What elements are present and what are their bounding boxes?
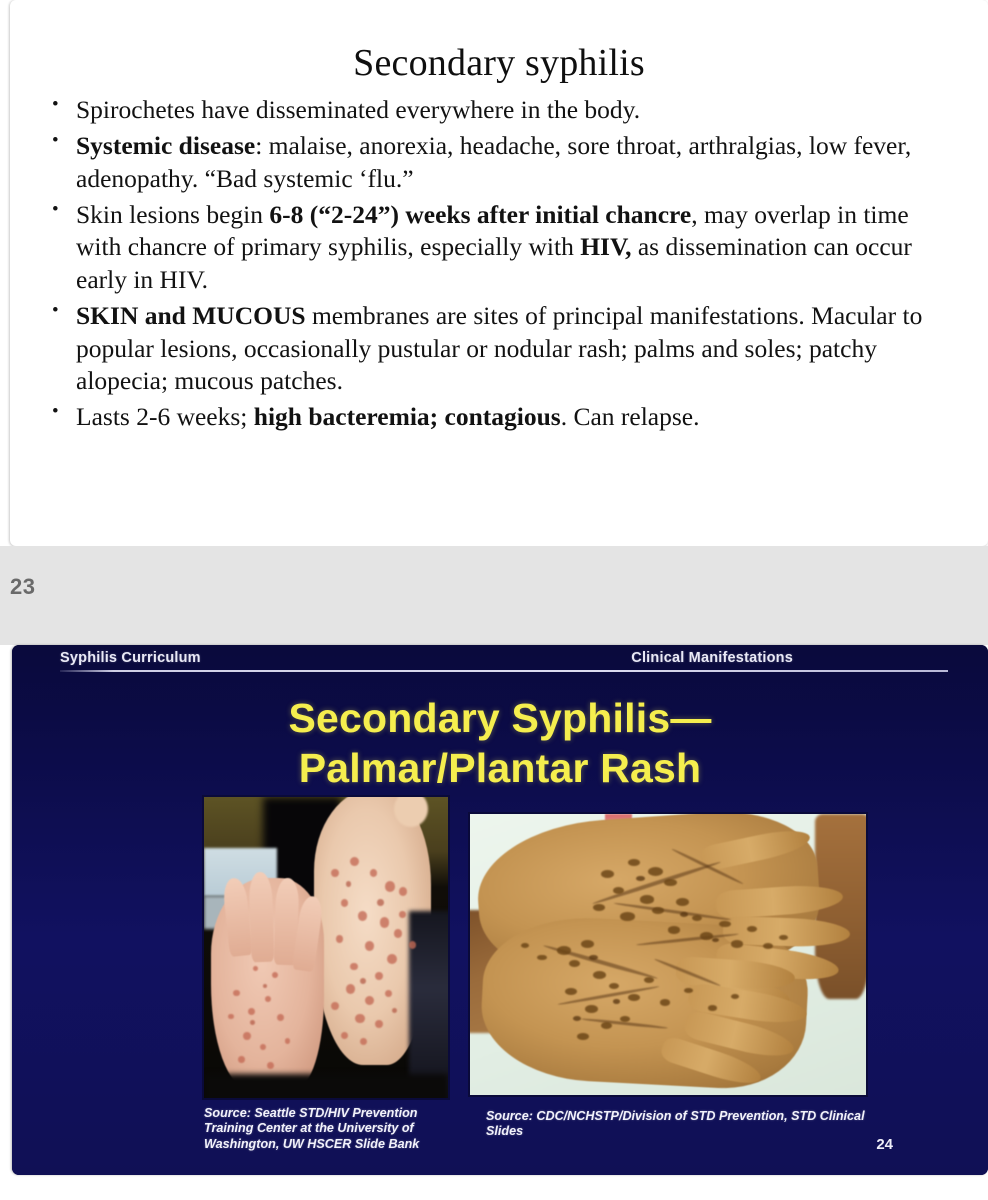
macule <box>358 911 367 920</box>
list-item: • SKIN and MUCOUS membranes are sites of principal manifestations. Macular to popular lesions, occasionally pustular or nodular rash; palms and soles; patchy alopecia; mucous patches. <box>44 300 944 397</box>
macule <box>747 926 757 932</box>
slide-header-right-label: Clinical Manifestations <box>631 650 793 666</box>
macule <box>644 977 654 983</box>
macule <box>569 960 580 967</box>
macule <box>377 899 383 906</box>
macule <box>375 1020 383 1028</box>
macule <box>640 895 653 903</box>
macule <box>355 1014 364 1024</box>
text-slide-card <box>10 0 988 546</box>
photo-dark-bottom <box>204 1074 448 1100</box>
macule <box>370 869 377 877</box>
macule <box>263 984 267 989</box>
macule <box>399 911 405 918</box>
macule <box>365 941 374 950</box>
macule <box>573 1016 581 1021</box>
photo-source-caption: Source: CDC/NCHSTP/Division of STD Prevention, STD Clinical Slides <box>486 1109 865 1139</box>
macule <box>585 1005 598 1013</box>
macule <box>394 929 402 937</box>
macule <box>360 978 366 984</box>
photo-block-left <box>202 795 450 1152</box>
macule <box>360 1038 367 1045</box>
macule <box>731 994 739 999</box>
macule <box>668 926 680 933</box>
macule <box>620 912 634 921</box>
macule <box>233 990 239 997</box>
macule <box>664 879 677 887</box>
macule <box>557 946 571 955</box>
photo-dark-edge <box>409 911 450 1100</box>
macule <box>350 963 357 971</box>
macule <box>341 899 348 907</box>
photo-palm-sole-rash <box>202 795 450 1100</box>
macule <box>712 938 719 942</box>
photo-source-caption: Source: Seattle STD/HIV Prevention Training Center at the University of Washington, UW HSCER Slide Bank <box>204 1106 420 1151</box>
macule <box>346 984 356 994</box>
slide-separator-band <box>0 546 988 645</box>
slide-title <box>12 693 988 793</box>
macule <box>636 876 645 881</box>
macule <box>613 887 624 894</box>
list-item: • Lasts 2-6 weeks; high bacteremia; contagious. Can relapse. <box>44 401 944 433</box>
photo-block-right <box>468 812 868 1140</box>
macule <box>365 996 374 1005</box>
slide-title-line-1: Secondary Syphilis— <box>288 695 712 741</box>
macule <box>537 955 547 961</box>
photo-slide-background <box>12 645 988 1175</box>
macule <box>652 907 664 914</box>
list-item: • Systemic disease: malaise, anorexia, headache, sore throat, arthralgias, low fever, adenopathy. “Bad systemic ‘flu.” <box>44 130 944 195</box>
header-divider <box>60 670 948 672</box>
macule <box>385 990 392 998</box>
macule <box>593 904 605 911</box>
macule <box>265 996 271 1002</box>
macule <box>620 1016 630 1022</box>
macule <box>601 1022 612 1029</box>
macule <box>581 940 594 948</box>
macule <box>731 940 743 947</box>
macule <box>589 955 598 960</box>
list-item: • Spirochetes have disseminated everywhere in the body. <box>44 94 944 126</box>
macule <box>380 917 390 927</box>
slide-header <box>60 650 948 680</box>
macule <box>609 983 619 989</box>
macule <box>272 972 278 978</box>
slide-header-left-label: Syphilis Curriculum <box>60 650 201 666</box>
slide-title-line-2: Palmar/Plantar Rash <box>298 745 702 792</box>
macule <box>779 935 788 940</box>
slide-number: 24 <box>876 1136 893 1153</box>
page-title: Secondary syphilis <box>353 42 645 84</box>
macule <box>331 869 339 877</box>
macule <box>243 1032 251 1040</box>
macule <box>385 881 395 892</box>
bullet-list <box>10 94 988 434</box>
photo-two-palms-rash <box>468 812 868 1097</box>
page-number: 23 <box>10 574 36 599</box>
macule <box>719 921 730 928</box>
macule <box>238 1056 244 1063</box>
macule <box>228 1014 233 1020</box>
macule <box>277 1014 284 1021</box>
list-item: • Skin lesions begin 6-8 (“2-24”) weeks after initial chancre, may overlap in time with chancre of primary syphilis, especially with HIV, as dissemination can occur early in HIV. <box>44 199 944 296</box>
photo-slide-card <box>12 645 988 1175</box>
macule <box>660 999 670 1005</box>
macule <box>331 1002 339 1010</box>
macule <box>336 935 343 942</box>
macule <box>680 912 688 917</box>
macule <box>708 1005 718 1011</box>
